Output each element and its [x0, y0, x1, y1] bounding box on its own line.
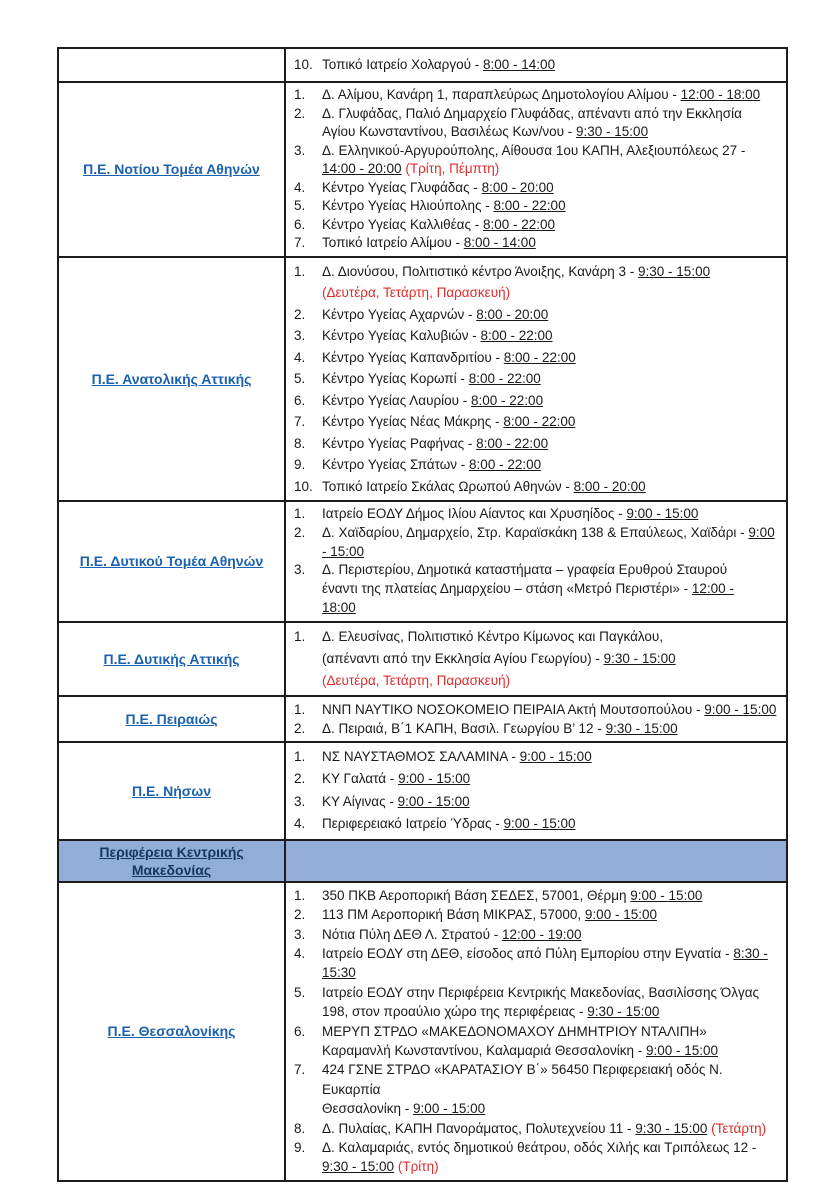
location-text: 424 ΓΣΝΕ ΣΤΡΔΟ «ΚΑΡΑΤΑΣΙΟΥ Β΄» 56450 Περιφερειακή οδός Ν. Ευκαρπία — [322, 1062, 723, 1097]
item-number: 9. — [294, 457, 306, 472]
item-text — [322, 1060, 780, 1118]
item-number: 6. — [294, 1023, 306, 1039]
hours-text: 9:00 - 15:00 — [645, 1043, 719, 1059]
location-text: Αγίου Κωνσταντίνου, Βασιλέως Κων/νου - — [322, 124, 577, 139]
hours-text: 14:00 - 20:00 — [322, 161, 402, 176]
list-item — [294, 746, 780, 769]
hours-text: 9:30 - 15:00 — [635, 1120, 708, 1136]
list-item — [294, 216, 780, 235]
table-row — [58, 501, 787, 622]
item-text — [322, 304, 780, 326]
hours-text: 9:00 - 15:00 — [626, 506, 699, 521]
location-text: έναντι της πλατείας Δημαρχείου – στάση «Μετρό Περιστέρι» - — [322, 581, 692, 597]
list-item — [294, 524, 780, 562]
region-cell — [58, 840, 285, 882]
item-text — [322, 325, 780, 347]
list-item — [294, 1022, 780, 1061]
table-row — [58, 840, 787, 882]
locations-cell — [285, 622, 787, 696]
item-number: 7. — [294, 235, 306, 250]
item-text — [322, 368, 780, 390]
locations-cell — [285, 742, 787, 840]
hours-text: 9:30 - 15:00 — [605, 720, 678, 736]
list-item — [294, 983, 780, 1022]
item-text — [322, 55, 780, 75]
hours-text: 9:00 - 15:00 — [398, 771, 471, 787]
days-note: (Τετάρτη) — [711, 1120, 767, 1136]
location-text: Δ. Γλυφάδας, Παλιό Δημαρχείο Γλυφάδας, απέναντι από την Εκκλησία — [322, 105, 742, 121]
days-note: (Τρίτη, Πέμπτη) — [405, 161, 500, 176]
location-text: Δ. Πειραιά, Β΄1 ΚΑΠΗ, Βασιλ. Γεωργίου Β’ 12 - — [322, 720, 606, 736]
list-item — [294, 1138, 780, 1177]
region-link[interactable]: Π.Ε. Νοτίου Τομέα Αθηνών — [83, 161, 260, 178]
region-cell — [58, 501, 285, 622]
table-body — [58, 48, 787, 1181]
region-link[interactable]: Π.Ε. Θεσσαλονίκης — [107, 1023, 236, 1040]
list-item — [294, 197, 780, 216]
list-item — [294, 179, 780, 198]
item-number: 5. — [294, 984, 306, 1000]
item-number: 1. — [294, 87, 306, 102]
location-text: ΚΥ Αίγινας - — [322, 793, 398, 809]
item-text — [322, 234, 780, 253]
region-link[interactable]: Π.Ε. Δυτικού Τομέα Αθηνών — [79, 553, 264, 570]
item-text — [322, 197, 780, 216]
hours-text: 9:30 - 15:00 — [576, 124, 649, 139]
item-number: 3. — [294, 562, 306, 578]
hours-text: 8:00 - 22:00 — [469, 457, 542, 472]
location-text: (απέναντι από την Εκκλησία Αγίου Γεωργίου) - — [322, 650, 604, 666]
location-text: Κέντρο Υγείας Ηλιούπολης - — [322, 198, 494, 213]
hours-text: 9:00 — [748, 524, 775, 540]
location-text: Κέντρο Υγείας Γλυφάδας - — [322, 179, 482, 195]
item-text — [322, 983, 780, 1022]
table-row — [58, 696, 787, 742]
list-item — [294, 86, 780, 105]
item-text — [322, 1138, 780, 1177]
hours-text: 8:00 - 22:00 — [468, 371, 541, 386]
location-text: ΝΝΠ ΝΑΥΤΙΚΟ ΝΟΣΟΚΟΜΕΙΟ ΠΕΙΡΑΙΑ Ακτή Μουτσοπούλου - — [322, 701, 705, 717]
hours-text: 9:00 - 15:00 — [584, 907, 657, 923]
item-text — [322, 944, 780, 983]
item-text — [322, 454, 780, 476]
item-number: 4. — [294, 179, 306, 195]
hours-text: 9:30 - 15:00 — [587, 1004, 660, 1020]
location-text: Τοπικό Ιατρείο Αλίμου - — [322, 235, 464, 250]
hours-text: 9:30 - 15:00 — [603, 650, 676, 666]
location-text: Καραμανλή Κωνσταντίνου, Καλαμαριά Θεσσαλονίκη - — [322, 1043, 646, 1059]
region-link[interactable]: Π.Ε. Δυτικής Αττικής — [103, 650, 240, 667]
hours-text: - 15:00 — [322, 543, 365, 559]
item-text — [322, 813, 780, 836]
item-number: 4. — [294, 349, 306, 365]
location-text: Κέντρο Υγείας Καπανδριτίου - — [322, 349, 504, 365]
item-number: 4. — [294, 816, 306, 832]
location-text: Τοπικό Ιατρείο Χολαργού - — [322, 57, 484, 72]
hours-text: 8:00 - 20:00 — [481, 179, 554, 195]
list-item — [294, 142, 780, 179]
hours-text: 8:00 - 22:00 — [471, 392, 544, 408]
item-text — [322, 700, 780, 719]
table-row — [58, 622, 787, 696]
list-item — [294, 1119, 780, 1138]
item-number: 5. — [294, 198, 306, 213]
hours-text: 8:00 - 22:00 — [476, 435, 549, 451]
item-number: 10. — [294, 478, 313, 494]
item-text — [322, 719, 780, 738]
item-text — [322, 433, 780, 455]
item-text — [322, 561, 780, 617]
table-row — [58, 48, 787, 82]
location-text: 198, στον προαύλιο χώρο της περιφέρειας - — [322, 1004, 588, 1020]
item-number: 2. — [294, 720, 306, 736]
item-text — [322, 179, 780, 198]
hours-text: 9:30 - 15:00 — [322, 1159, 395, 1175]
location-text: Δ. Ελληνικού-Αργυρούπολης, Αίθουσα 1ου ΚΑΠΗ, Αλεξιουπόλεως 27 - — [322, 142, 746, 158]
item-text — [322, 505, 780, 524]
hours-text: 18:00 — [322, 599, 356, 615]
list-item — [294, 1060, 780, 1118]
hours-text: 8:00 - 22:00 — [493, 198, 566, 213]
location-text: Δ. Χαϊδαρίου, Δημαρχείο, Στρ. Καραϊσκάκη 138 & Επαύλεως, Χαϊδάρι - — [322, 524, 749, 540]
item-number: 10. — [294, 57, 313, 72]
location-text: Κέντρο Υγείας Σπάτων - — [322, 457, 470, 472]
region-cell — [58, 696, 285, 742]
item-text — [322, 411, 780, 433]
list-item — [294, 719, 780, 738]
item-text — [322, 768, 780, 791]
item-text — [322, 216, 780, 235]
location-text: Κέντρο Υγείας Κορωπί - — [322, 371, 469, 386]
location-text: Δ. Καλαμαριάς, εντός δημοτικού θεάτρου, οδός Χιλής και Τριπόλεως 12 - — [322, 1140, 757, 1156]
list-item — [294, 304, 780, 326]
locations-cell — [285, 840, 787, 882]
hours-text: 8:00 - 22:00 — [480, 328, 553, 343]
hours-text: 9:00 - 15:00 — [397, 793, 470, 809]
location-text: 113 ΠΜ Αεροπορική Βάση ΜΙΚΡΑΣ, 57000, — [322, 907, 585, 923]
list-item — [294, 791, 780, 814]
item-text — [322, 1119, 780, 1138]
hours-text: 8:00 - 20:00 — [476, 306, 549, 322]
location-text: Κέντρο Υγείας Καλλιθέας - — [322, 216, 483, 232]
vaccination-sites-table — [57, 47, 788, 1182]
days-note: (Τρίτη) — [397, 1159, 439, 1175]
list-item — [294, 411, 780, 433]
item-number: 2. — [294, 907, 306, 923]
region-cell — [58, 882, 285, 1181]
location-text: Δ. Πυλαίας, ΚΑΠΗ Πανοράματος, Πολυτεχνείου 11 - — [322, 1120, 636, 1136]
item-number: 2. — [294, 306, 306, 322]
item-text — [322, 746, 780, 769]
list-item — [294, 476, 780, 498]
list-item — [294, 325, 780, 347]
table-row — [58, 82, 787, 257]
hours-text: 12:00 - — [691, 581, 734, 597]
location-text: Νότια Πύλη ΔΕΘ Λ. Στρατού - — [322, 926, 502, 942]
region-cell — [58, 48, 285, 82]
hours-text: 8:00 - 20:00 — [573, 478, 646, 494]
item-text — [322, 905, 780, 924]
item-number: 3. — [294, 793, 306, 809]
region-link[interactable]: Π.Ε. Νήσων — [132, 782, 211, 799]
item-text — [322, 626, 780, 692]
location-text: Δ. Διονύσου, Πολιτιστικό κέντρο Άνοιξης, Κανάρη 3 - — [322, 263, 639, 279]
location-text: Κέντρο Υγείας Αχαρνών - — [322, 306, 477, 322]
list-item — [294, 368, 780, 390]
region-cell — [58, 257, 285, 502]
item-number: 8. — [294, 435, 306, 451]
list-item — [294, 626, 780, 692]
locations-cell — [285, 82, 787, 257]
list-item — [294, 905, 780, 924]
item-number: 1. — [294, 263, 306, 279]
list-item — [294, 944, 780, 983]
locations-cell — [285, 882, 787, 1181]
location-text: Ιατρείο ΕΟΔΥ στη ΔΕΘ, είσοδος από Πύλη Εμπορίου στην Εγνατία - — [322, 946, 734, 961]
item-text — [322, 476, 780, 498]
days-note: (Δευτέρα, Τετάρτη, Παρασκευή) — [322, 672, 511, 688]
list-item — [294, 347, 780, 369]
item-number: 8. — [294, 1120, 306, 1136]
list-item — [294, 886, 780, 905]
item-number: 1. — [294, 887, 306, 903]
location-text: Δ. Ελευσίνας, Πολιτιστικό Κέντρο Κίμωνος και Παγκάλου, — [322, 628, 664, 644]
hours-text: 8:00 - 22:00 — [503, 349, 576, 365]
hours-text: 15:30 — [322, 965, 356, 981]
location-text: Δ. Περιστερίου, Δημοτικά καταστήματα – γραφεία Ερυθρού Σταυρού — [322, 562, 728, 578]
hours-text: 9:00 - 15:00 — [519, 748, 592, 764]
location-text: Κέντρο Υγείας Καλυβιών - — [322, 328, 481, 343]
days-note: (Δευτέρα, Τετάρτη, Παρασκευή) — [322, 285, 511, 300]
region-cell — [58, 742, 285, 840]
item-text — [322, 791, 780, 814]
location-text: ΜΕΡΥΠ ΣΤΡΔΟ «ΜΑΚΕΔΟΝΟΜΑΧΟΥ ΔΗΜΗΤΡΙΟΥ ΝΤΑΛΙΠΗ» — [322, 1023, 707, 1039]
item-text — [322, 524, 780, 562]
region-cell — [58, 82, 285, 257]
item-text — [322, 261, 780, 304]
hours-text: 9:00 - 15:00 — [503, 816, 576, 832]
table-row — [58, 257, 787, 502]
item-number: 1. — [294, 628, 306, 644]
hours-text: 12:00 - 18:00 — [680, 87, 761, 102]
item-text — [322, 886, 780, 905]
item-text — [322, 390, 780, 412]
hours-text: 9:00 - 15:00 — [413, 1101, 486, 1117]
hours-text: 12:00 - 19:00 — [501, 926, 582, 942]
item-number: 3. — [294, 142, 306, 158]
hours-text: 8:30 - — [733, 946, 768, 961]
hours-text: 9:00 - 15:00 — [704, 701, 777, 717]
location-text: Κέντρο Υγείας Λαυρίου - — [322, 392, 472, 408]
list-item — [294, 261, 780, 304]
item-text — [322, 347, 780, 369]
list-item — [294, 55, 780, 75]
hours-text: 8:00 - 14:00 — [483, 57, 556, 72]
item-number: 9. — [294, 1140, 306, 1156]
item-text — [322, 142, 780, 179]
location-text: Ιατρείο ΕΟΔΥ Δήμος Ιλίου Αίαντος και Χρυσηίδος - — [322, 506, 627, 521]
region-cell — [58, 622, 285, 696]
locations-cell — [285, 696, 787, 742]
item-number: 2. — [294, 105, 306, 121]
location-text: Δ. Αλίμου, Κανάρη 1, παραπλεύρως Δημοτολογίου Αλίμου - — [322, 87, 681, 102]
hours-text: 9:30 - 15:00 — [638, 263, 711, 279]
item-text — [322, 105, 780, 142]
locations-cell — [285, 501, 787, 622]
item-number: 3. — [294, 328, 306, 343]
location-text: ΝΣ ΝΑΥΣΤΑΘΜΟΣ ΣΑΛΑΜΙΝΑ - — [322, 748, 520, 764]
hours-text: 8:00 - 22:00 — [503, 414, 576, 429]
item-number: 1. — [294, 506, 306, 521]
item-number: 7. — [294, 1062, 306, 1078]
item-text — [322, 86, 780, 105]
location-text: ΚΥ Γαλατά - — [322, 771, 399, 787]
item-number: 4. — [294, 946, 306, 961]
region-banner-label: Περιφέρεια Κεντρικής Μακεδονίας — [99, 843, 244, 878]
location-text: Ιατρείο ΕΟΔΥ στην Περιφέρεια Κεντρικής Μακεδονίας, Βασιλίσσης Όλγας — [322, 984, 760, 1000]
location-text: Κέντρο Υγείας Νέας Μάκρης - — [322, 414, 504, 429]
item-number: 7. — [294, 414, 306, 429]
list-item — [294, 925, 780, 944]
item-number: 1. — [294, 748, 306, 764]
item-number: 1. — [294, 701, 306, 717]
list-item — [294, 105, 780, 142]
location-text: Κέντρο Υγείας Ραφήνας - — [322, 435, 477, 451]
hours-text: 8:00 - 14:00 — [463, 235, 536, 250]
list-item — [294, 234, 780, 253]
list-item — [294, 768, 780, 791]
location-text: Περιφερειακό Ιατρείο Ύδρας - — [322, 816, 504, 832]
location-text: 350 ΠΚΒ Αεροπορική Βάση ΣΕΔΕΣ, 57001, Θέρμη — [322, 887, 631, 903]
table-row — [58, 882, 787, 1181]
list-item — [294, 454, 780, 476]
locations-cell — [285, 257, 787, 502]
list-item — [294, 505, 780, 524]
item-text — [322, 925, 780, 944]
hours-text: 9:00 - 15:00 — [630, 887, 703, 903]
item-number: 6. — [294, 216, 306, 232]
location-text: Θεσσαλονίκη - — [322, 1101, 414, 1117]
item-number: 2. — [294, 524, 306, 540]
item-number: 3. — [294, 926, 306, 942]
list-item — [294, 433, 780, 455]
region-link[interactable]: Π.Ε. Ανατολικής Αττικής — [91, 370, 252, 387]
list-item — [294, 813, 780, 836]
list-item — [294, 700, 780, 719]
list-item — [294, 561, 780, 617]
item-text — [322, 1022, 780, 1061]
list-item — [294, 390, 780, 412]
item-number: 6. — [294, 392, 306, 408]
item-number: 2. — [294, 771, 306, 787]
table-row — [58, 742, 787, 840]
hours-text: 8:00 - 22:00 — [482, 216, 556, 232]
region-link[interactable]: Π.Ε. Πειραιώς — [125, 710, 218, 727]
location-text: Τοπικό Ιατρείο Σκάλας Ωρωπού Αθηνών - — [322, 478, 574, 494]
item-number: 5. — [294, 371, 306, 386]
locations-cell — [285, 48, 787, 82]
